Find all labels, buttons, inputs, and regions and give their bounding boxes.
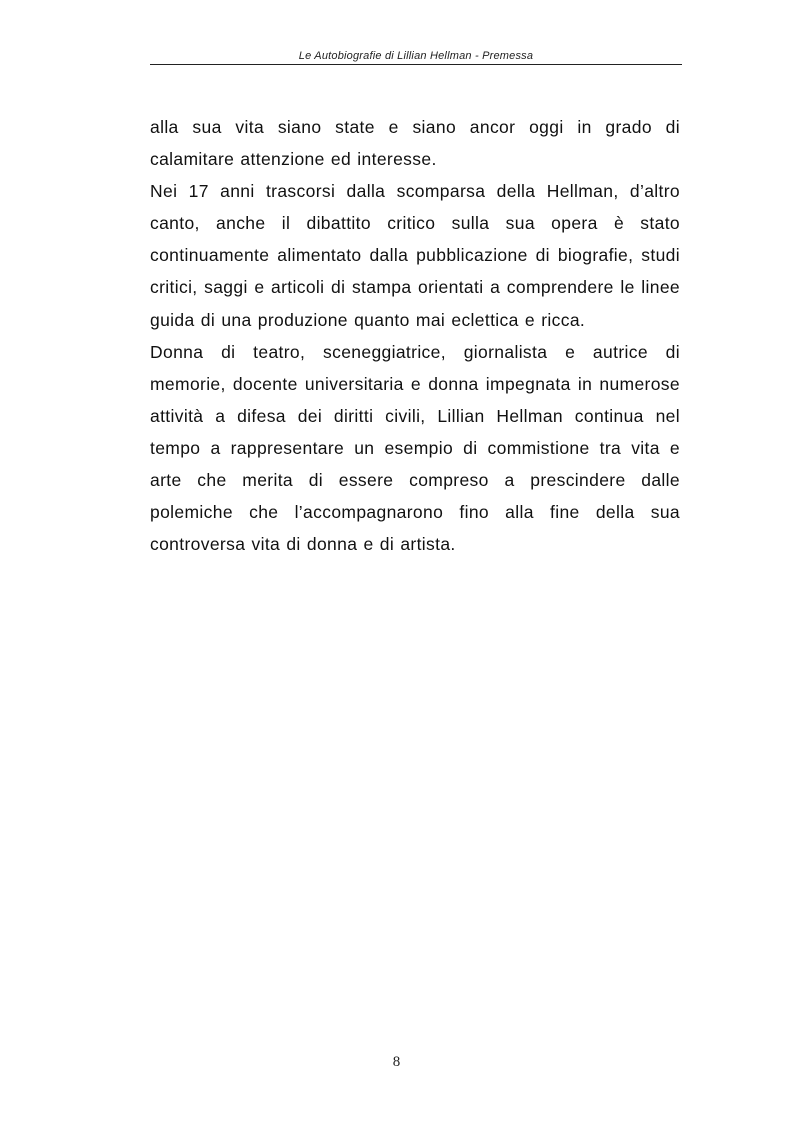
running-header-title: Le Autobiografie di Lillian Hellman - Premessa	[298, 50, 534, 62]
paragraph-hellman-roles: Donna di teatro, sceneggiatrice, giornalista e autrice di memorie, docente universitaria e donna impegnata in numerose attività a difesa dei diritti civili, Lillian Hellman continua nel tempo a rappresentare un esempio di commistione tra vita e arte che merita di essere compreso a prescindere dalle polemiche che l’accompagnarono fino alla fine della sua controversa vita di donna e di artista.	[150, 341, 680, 555]
main-text	[150, 111, 680, 560]
paragraph-continuation: alla sua vita siano state e siano ancor oggi in grado di calamitare attenzione ed interesse.	[150, 117, 680, 170]
page-number: 8	[392, 1054, 401, 1070]
running-header	[150, 46, 682, 65]
paragraph-critical-debate: Nei 17 anni trascorsi dalla scomparsa della Hellman, d’altro canto, anche il dibattito critico sulla sua opera è stato continuamente alimentato dalla pubblicazione di biografie, studi critici, saggi e articoli di stampa orientati a comprendere le linee guida di una produzione quanto mai eclettica e ricca.	[150, 181, 680, 330]
